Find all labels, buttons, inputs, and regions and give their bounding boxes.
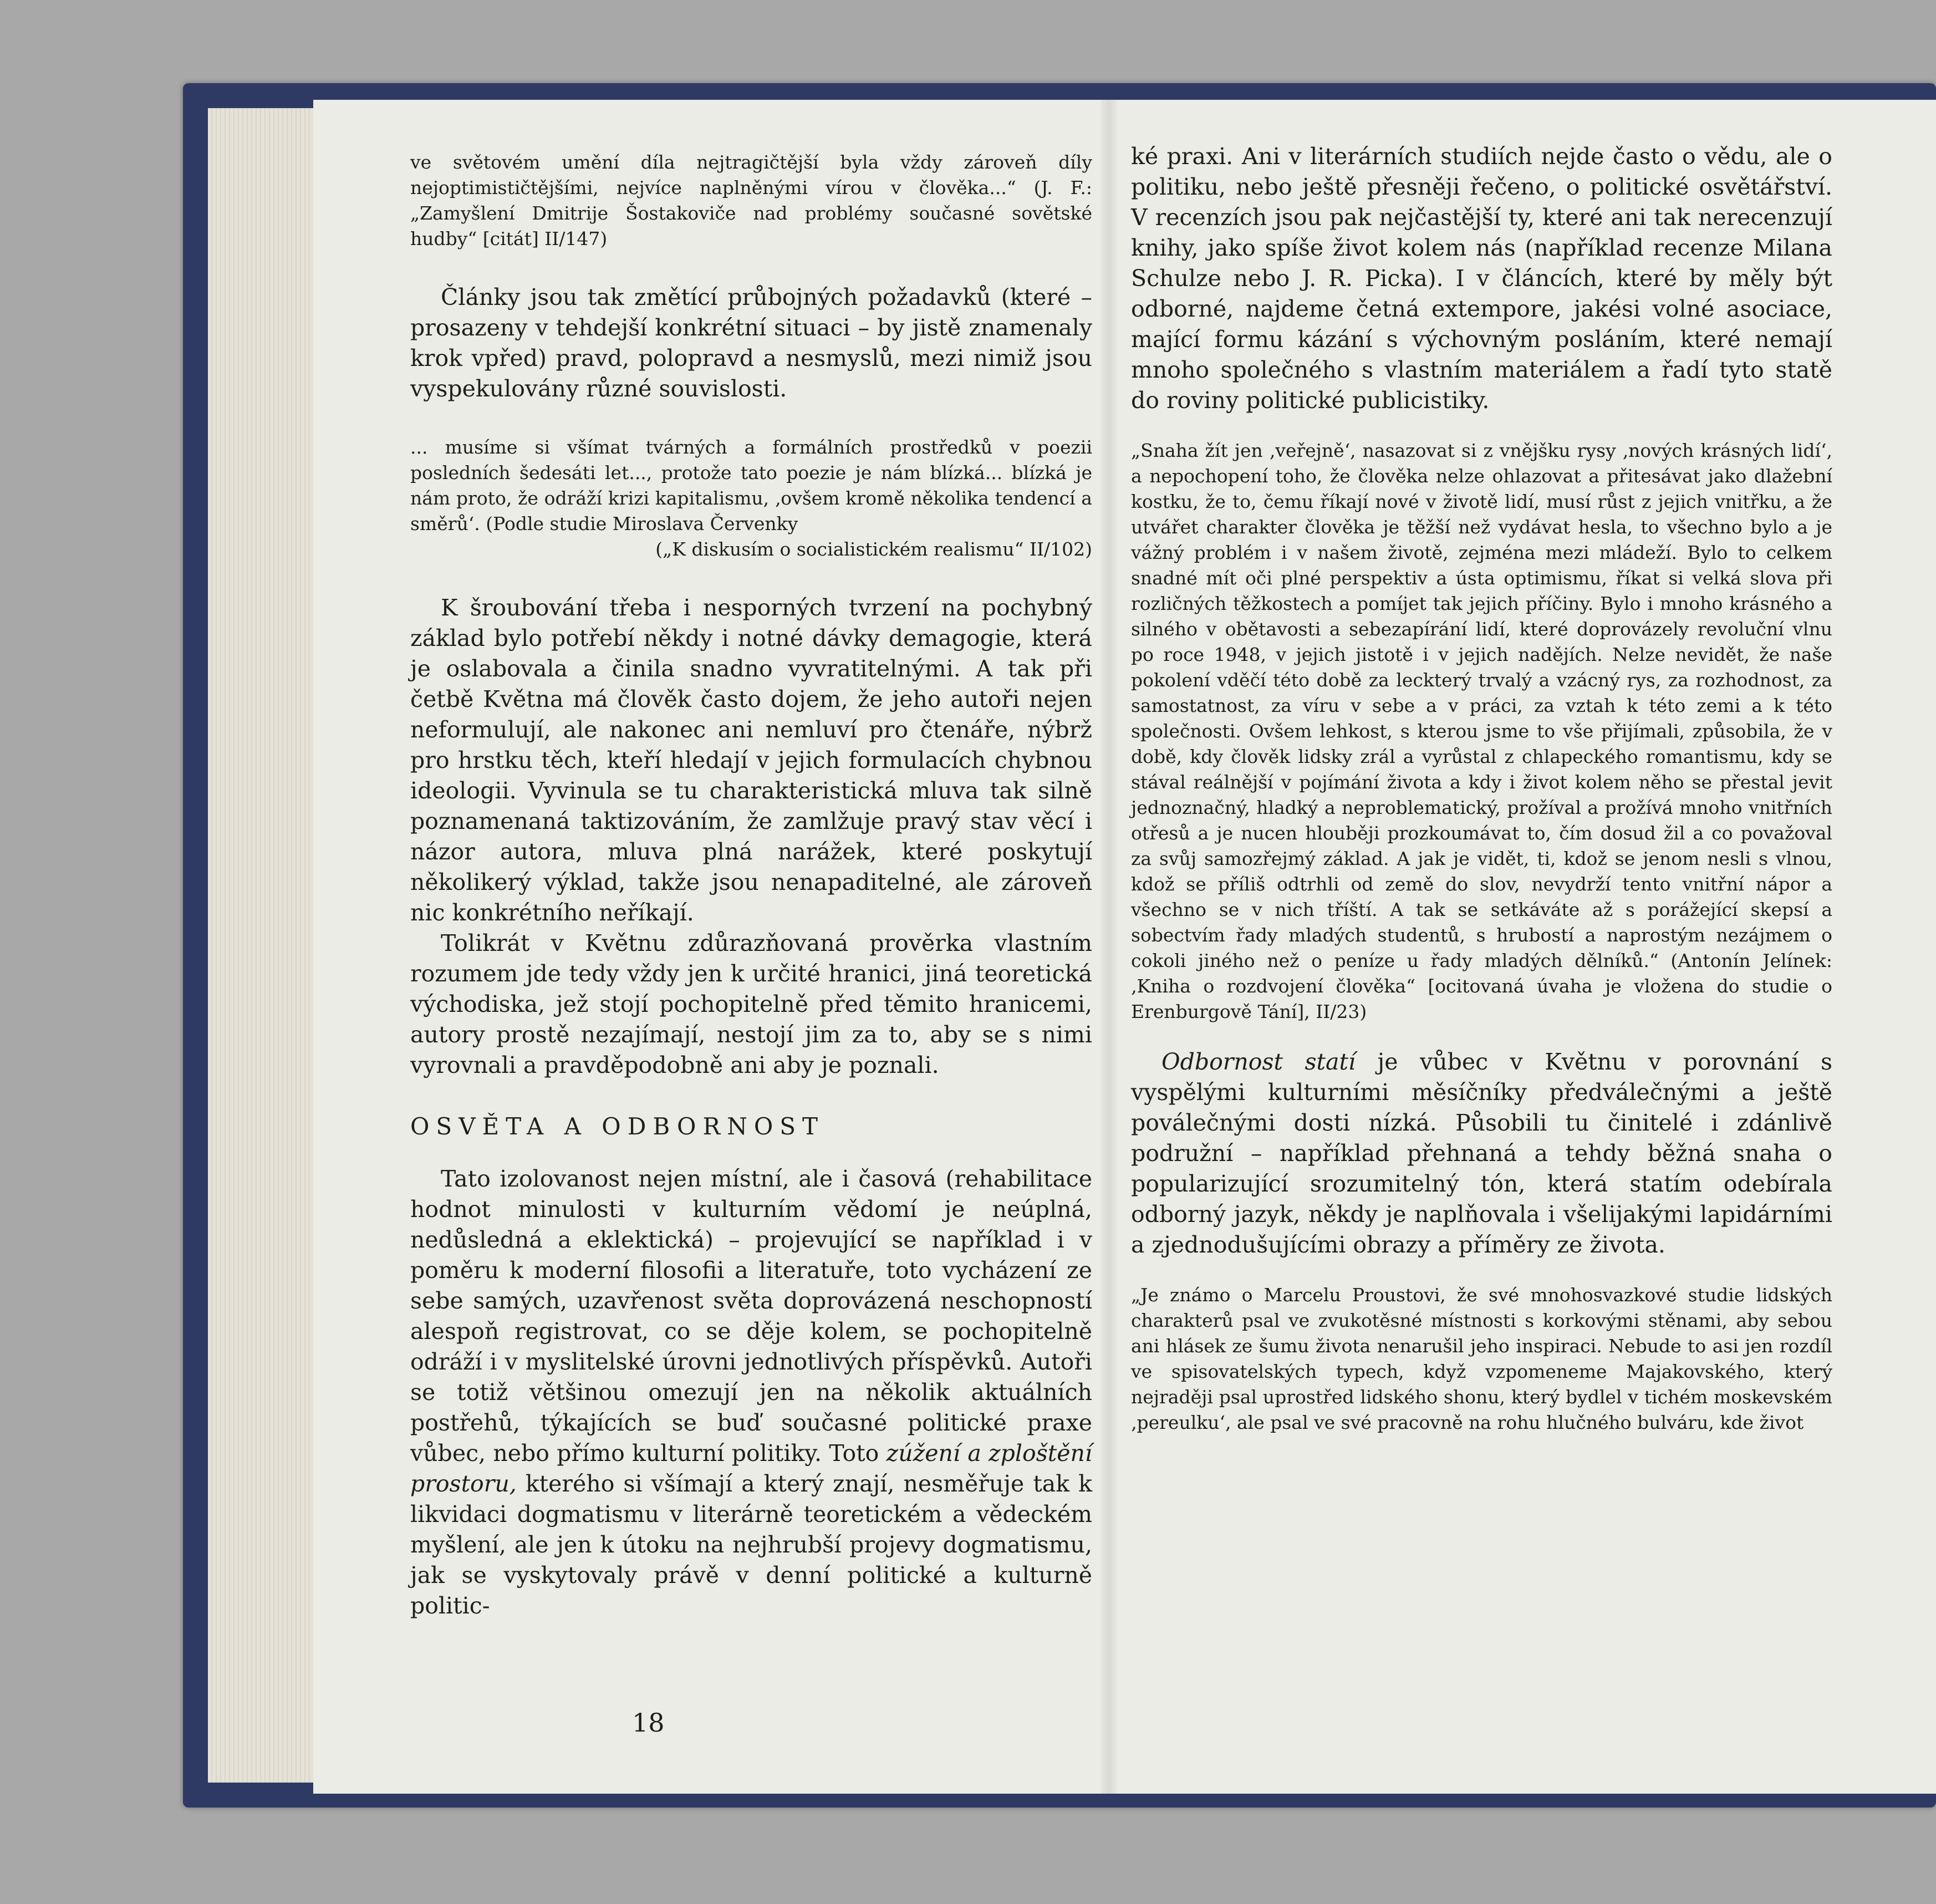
quote-block: ve světovém umění díla nejtragičtější byla vždy zároveň díly nejoptimističtějšími, nejvíce naplněnými vírou v člověka...“ (J. F.: „Zamyšlení Dmitrije Šostakoviče nad problémy současné sovětské hudby“ [citát] II/147)	[410, 151, 1092, 250]
paragraph: Tolikrát v Květnu zdůrazňovaná prověrka vlastním rozumem jde tedy vždy jen k určité hranici, jiná teoretická východiska, jež stojí pochopitelně před těmito hranicemi, autory prostě nezajímají, nestojí jim za to, aby se s nimi vyrovnali a pravděpodobně ani aby je poznali.	[410, 930, 1092, 1078]
quote-block: ... musíme si všímat tvárných a formálních prostředků v poezii posledních šedesáti let..., protože tato poezie je nám blízká... blízká je nám proto, že odráží krizi kapitalismu, ‚ovšem kromě několika tendencí a směrů‘. (Podle studie Miroslava Červenky	[410, 436, 1092, 534]
paragraph: K šroubování třeba i nesporných tvrzení na pochybný základ bylo potřebí někdy i notné dávky demagogie, která je oslabovala a činila snadno vyvratitelnými. A tak při četbě Května má člověk často dojem, že jeho autoři nejen neformulují, ale nakonec ani nemluví pro čtenáře, nýbrž pro hrstku těch, kteří hledají v jejich formulacích chybnou ideologii. Vyvinula se tu charakteristická mluva tak silně poznamenaná taktizováním, že zamlžuje pravý stav věcí i názor autora, mluva plná narážek, které poskytují několikerý výklad, takže jsou nenapaditelné, ale zároveň nic konkrétního neříkají.	[410, 594, 1092, 926]
right-column	[1131, 141, 1832, 1435]
quote-source: („K diskusím o socialistickém realismu“ II/102)	[655, 538, 1092, 560]
emphasis-text: zúžení a zploštění prostoru,	[410, 1440, 1092, 1497]
quote-block: „Je známo o Marcelu Proustovi, že své mnohosvazkové studie lidských charakterů psal ve zvukotěsné místnosti s korkovými stěnami, aby sebou ani hlásek ze šumu života nenarušil jeho inspiraci. Nebude to asi jen rozdíl ve spisovatelských typech, když vzpomeneme Majakovského, který nejraději psal uprostřed lidského shonu, který bydlel v tichém moskevském ‚pereulku‘, ale psal ve své pracovně na rohu hlučného bulváru, kde život	[1131, 1284, 1832, 1433]
paragraph	[1131, 1047, 1832, 1260]
section-heading: OSVĚTA A ODBORNOST	[410, 1113, 825, 1140]
paragraph: ké praxi. Ani v literárních studiích nejde často o vědu, ale o politiku, nebo ještě přesněji řečeno, o politické osvětářství. V recenzích jsou pak nejčastější ty, které ani tak nerecenzují knihy, jako spíše život kolem nás (například recenze Milana Schulze nebo J. R. Picka). I v článcích, které by měly být odborné, najdeme četná extempore, jakési volné asociace, mající formu kázání s výchovným posláním, které nemají mnoho společného s vlastním materiálem a řadí tyto statě do roviny politické publicistiky.	[1131, 143, 1832, 414]
quote-block: „Snaha žít jen ‚veřejně‘, nasazovat si z vnějšku rysy ‚nových krásných lidí‘, a nepochopení toho, že člověka nelze ohlazovat a přitesávat jako dlažební kostku, že to, čemu říkají nové v životě lidí, musí růst z jejich vnitřku, a že utvářet charakter člověka je těžší než vydávat hesla, to všechno bylo a je vážný problém i v našem životě, zejména mezi mládeží. Bylo to celkem snadné mít oči plné perspektiv a ústa optimismu, říkat si velká slova při rozličných těžkostech a pomíjet tak jejich příčiny. Bylo i mnoho krásného a silného v obětavosti a sebezapírání lidí, které doprovázely revoluční vlnu po roce 1948, v jejich jistotě i v jejich nadějích. Nelze nevidět, že naše pokolení vděčí této době za leckterý trvalý a vzácný rys, za rozhodnost, za samostatnost, za víru v sebe a v práci, za vztah k této zemi a k této společnosti. Ovšem lehkost, s kterou jsme to vše přijímali, způsobila, že v době, kdy člověk lidsky zrál a vyrůstal z chlapeckého romantismu, kdy se stával reálnější v pojímání života a kdy i život kolem něho se přestal jevit jednoznačný, hladký a neproblematický, prožíval a prožívá mnoho vnitřních otřesů a je nucen hlouběji prozkoumávat to, čím dosud žil a co považoval za svůj samozřejmý základ. A jak je vidět, ti, kdož se jenom nesli s vlnou, kdož se příliš odtrhli od země do slov, nevydrží tento vnitřní nápor a všechno se v nich tříští. A tak se setkáváte až s porážející skepsí a sobectvím řady mladých studentů, s hrubostí a naprostým nezájmem o cokoli jiného než o peníze u řady mladých dělníků.“ (Antonín Jelínek: ‚Kniha o rozdvojení člověka“ [ocitovaná úvaha je vložena do studie o Erenburgově Tání], II/23)	[1131, 440, 1832, 1022]
column-gutter	[1101, 100, 1117, 1794]
page-edges	[208, 108, 319, 1783]
paragraph-text: kterého si všímají a který znají, nesměřuje tak k likvidaci dogmatismu v literárně teoretickém a vědeckém myšlení, ale jen k útoku na nejhrubší projevy dogmatismu, jak se vyskytovaly právě v denní politické a kulturně politic-	[410, 1470, 1092, 1619]
paragraph: Články jsou tak změtící průbojných požadavků (které – prosazeny v tehdejší konkrétní situaci – by jistě znamenaly krok vpřed) pravd, polopravd a nesmyslů, mezi nimiž jsou vyspekulovány různé souvislosti.	[410, 284, 1092, 402]
paragraph	[410, 1164, 1092, 1621]
emphasis-text: Odbornost statí	[1161, 1048, 1356, 1075]
paragraph-text: Tato izolovanost nejen místní, ale i časová (rehabilitace hodnot minulosti v kulturním vědomí je neúplná, nedůsledná a eklektická) – projevující se například i v poměru k moderní filosofii a literatuře, toto vycházení ze sebe samých, uzavřenost světa doprovázená neschopností alespoň registrovat, co se děje kolem, se pochopitelně odráží i v myslitelské úrovni jednotlivých příspěvků. Autoři se totiž většinou omezují jen na několik aktuálních postřehů, týkajících se buď současné politické praxe vůbec, nebo přímo kulturní politiky. Toto	[410, 1165, 1092, 1467]
paragraph-text: je vůbec v Květnu v porovnání s vyspělými kulturními měsíčníky předválečnými a ještě poválečnými dosti nízká. Působili tu činitelé i zdánlivě podružní – například přehnaná a tehdy běžná snaha o popularizující srozumitelný tón, která statím odebírala odborný jazyk, někdy je naplňovala i všelijakými lapidárními a zjednodušujícími obrazy a příměry ze života.	[1131, 1048, 1832, 1258]
left-column	[410, 150, 1092, 1621]
page-number: 18	[632, 1708, 665, 1738]
